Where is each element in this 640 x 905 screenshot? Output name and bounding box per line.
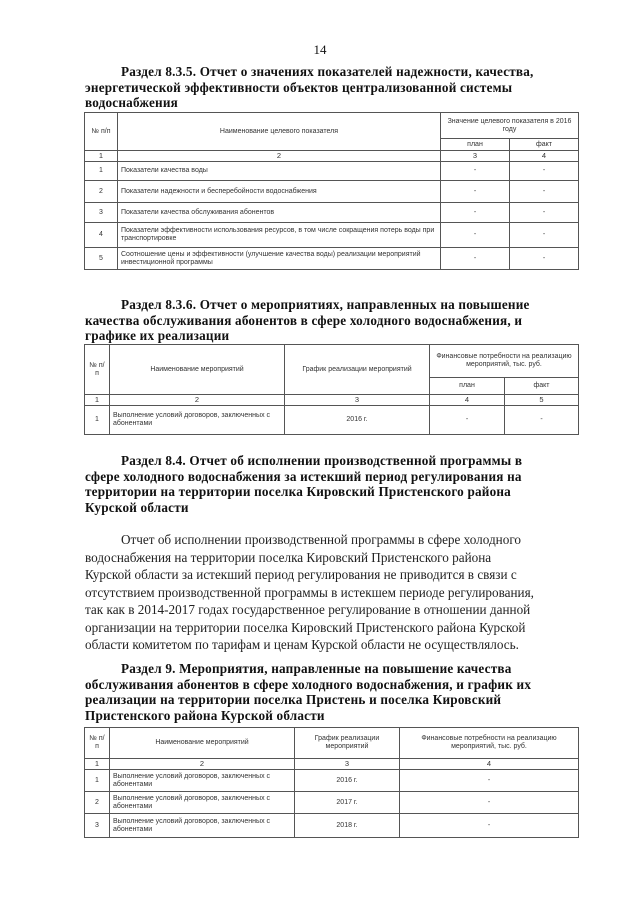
paragraph-line: Курской области за истекший период регулирования не приводится в связи с bbox=[85, 567, 517, 582]
col-number: 2 bbox=[110, 759, 295, 770]
table-row bbox=[85, 203, 579, 223]
row-number: 4 bbox=[85, 223, 118, 248]
row-name: Показатели надежности и бесперебойности водоснабжения bbox=[118, 181, 441, 203]
indicators-table bbox=[84, 112, 579, 270]
heading-line: Пристенского района Курской области bbox=[85, 707, 325, 723]
row-number: 2 bbox=[85, 792, 110, 814]
heading-line: качества обслуживания абонентов в сфере холодного водоснабжения, и bbox=[85, 312, 523, 328]
col-schedule-header: График реализации мероприятий bbox=[285, 345, 430, 395]
row-name: Показатели эффективности использования ресурсов, в том числе сокращения потерь воды при транспортировке bbox=[118, 223, 441, 248]
row-name: Соотношение цены и эффективности (улучшение качества воды) реализации мероприятий инвестиционной программы bbox=[118, 248, 441, 270]
col-number: 1 bbox=[85, 395, 110, 406]
row-plan: - bbox=[441, 203, 510, 223]
col-name-header: Наименование целевого показателя bbox=[118, 113, 441, 151]
col-number: 3 bbox=[441, 151, 510, 162]
heading-line: водоснабжения bbox=[85, 95, 178, 110]
row-name: Выполнение условий договоров, заключенных с абонентами bbox=[110, 814, 295, 838]
heading-line: Курской области bbox=[85, 499, 189, 515]
col-fact-header: факт bbox=[510, 139, 579, 151]
row-schedule: 2016 г. bbox=[295, 770, 400, 792]
heading-line: Раздел 8.3.5. Отчет о значениях показателей надежности, качества, bbox=[121, 64, 534, 79]
row-name: Выполнение условий договоров, заключенных с абонентами bbox=[110, 770, 295, 792]
section-84-paragraph bbox=[85, 531, 575, 654]
row-fact: - bbox=[510, 223, 579, 248]
measures-table bbox=[84, 344, 579, 435]
row-plan: - bbox=[430, 406, 505, 435]
table-row bbox=[85, 814, 579, 838]
col-number: 3 bbox=[285, 395, 430, 406]
row-number: 3 bbox=[85, 203, 118, 223]
col-name-header: Наименование мероприятий bbox=[110, 345, 285, 395]
page-number: 14 bbox=[313, 42, 327, 57]
section-836-heading bbox=[85, 297, 575, 344]
col-no-header: № п/п bbox=[85, 113, 118, 151]
paragraph-line: так как в 2014-2017 годах государственное регулирование в отношении данной bbox=[85, 602, 531, 617]
col-number: 2 bbox=[110, 395, 285, 406]
paragraph-line: Отчет об исполнении производственной программы в сфере холодного bbox=[121, 532, 522, 547]
row-name: Показатели качества воды bbox=[118, 162, 441, 181]
col-plan-header: план bbox=[441, 139, 510, 151]
table-row bbox=[85, 792, 579, 814]
row-name: Показатели качества обслуживания абонентов bbox=[118, 203, 441, 223]
heading-line: территории на территории поселка Кировский Пристенского района bbox=[85, 484, 511, 499]
section-84-heading bbox=[85, 453, 575, 515]
col-plan-header: план bbox=[430, 378, 505, 395]
col-number: 3 bbox=[295, 759, 400, 770]
col-fin-group-header: Финансовые потребности на реализацию мероприятий, тыс. руб. bbox=[430, 345, 579, 378]
heading-line: графике их реализации bbox=[85, 328, 230, 343]
heading-line: реализации на территории поселка Пристень и поселка Кировский bbox=[85, 692, 502, 707]
row-fact: - bbox=[510, 203, 579, 223]
row-plan: - bbox=[441, 248, 510, 270]
row-schedule: 2017 г. bbox=[295, 792, 400, 814]
col-number: 4 bbox=[400, 759, 579, 770]
row-name: Выполнение условий договоров, заключенных с абонентами bbox=[110, 792, 295, 814]
paragraph-line: водоснабжения на территории поселка Кировский Пристенского района bbox=[85, 549, 492, 565]
paragraph-line: отсутствием производственной программы в истекшем периоде регулирования, bbox=[85, 584, 534, 600]
table-row bbox=[85, 770, 579, 792]
section-835-heading bbox=[85, 64, 575, 111]
table-row bbox=[85, 223, 579, 248]
col-no-header: № п/п bbox=[85, 345, 110, 395]
row-schedule: 2018 г. bbox=[295, 814, 400, 838]
col-schedule-header: График реализации мероприятий bbox=[295, 728, 400, 759]
col-number: 5 bbox=[505, 395, 579, 406]
col-value-group-header: Значение целевого показателя в 2016 году bbox=[441, 113, 579, 139]
paragraph-line: организации на территории поселка Кировский Пристенского района Курской bbox=[85, 619, 526, 635]
row-number: 3 bbox=[85, 814, 110, 838]
col-number: 1 bbox=[85, 759, 110, 770]
row-plan: - bbox=[441, 162, 510, 181]
row-schedule: 2016 г. bbox=[285, 406, 430, 435]
row-number: 5 bbox=[85, 248, 118, 270]
row-name: Выполнение условий договоров, заключенных с абонентами bbox=[110, 406, 285, 435]
heading-line: Раздел 8.4. Отчет об исполнении производственной программы в bbox=[121, 453, 523, 468]
row-fin: - bbox=[400, 814, 579, 838]
row-fin: - bbox=[400, 770, 579, 792]
row-fact: - bbox=[510, 181, 579, 203]
col-number: 4 bbox=[510, 151, 579, 162]
row-number: 1 bbox=[85, 162, 118, 181]
col-number: 1 bbox=[85, 151, 118, 162]
row-number: 1 bbox=[85, 406, 110, 435]
col-fact-header: факт bbox=[505, 378, 579, 395]
table-row bbox=[85, 248, 579, 270]
col-name-header: Наименование мероприятий bbox=[110, 728, 295, 759]
row-number: 1 bbox=[85, 770, 110, 792]
paragraph-line: области комитетом по тарифам и ценам Курской области не осуществлялось. bbox=[85, 637, 519, 652]
col-fin-header: Финансовые потребности на реализацию мероприятий, тыс. руб. bbox=[400, 728, 579, 759]
heading-line: Раздел 9. Мероприятия, направленные на повышение качества bbox=[121, 661, 512, 676]
col-no-header: № п/п bbox=[85, 728, 110, 759]
row-fin: - bbox=[400, 792, 579, 814]
row-fact: - bbox=[505, 406, 579, 435]
row-number: 2 bbox=[85, 181, 118, 203]
heading-line: обслуживания абонентов в сфере холодного водоснабжения, и график их bbox=[85, 676, 532, 692]
col-number: 4 bbox=[430, 395, 505, 406]
row-plan: - bbox=[441, 181, 510, 203]
table-row bbox=[85, 181, 579, 203]
col-number: 2 bbox=[118, 151, 441, 162]
row-plan: - bbox=[441, 223, 510, 248]
heading-line: Раздел 8.3.6. Отчет о мероприятиях, направленных на повышение bbox=[121, 297, 530, 312]
heading-line: сфере холодного водоснабжения за истекший период регулирования на bbox=[85, 468, 522, 484]
row-fact: - bbox=[510, 162, 579, 181]
table-row bbox=[85, 162, 579, 181]
row-fact: - bbox=[510, 248, 579, 270]
schedule-table bbox=[84, 727, 579, 838]
heading-line: энергетической эффективности объектов централизованной системы bbox=[85, 79, 513, 95]
section-9-heading bbox=[85, 661, 575, 723]
table-row bbox=[85, 406, 579, 435]
